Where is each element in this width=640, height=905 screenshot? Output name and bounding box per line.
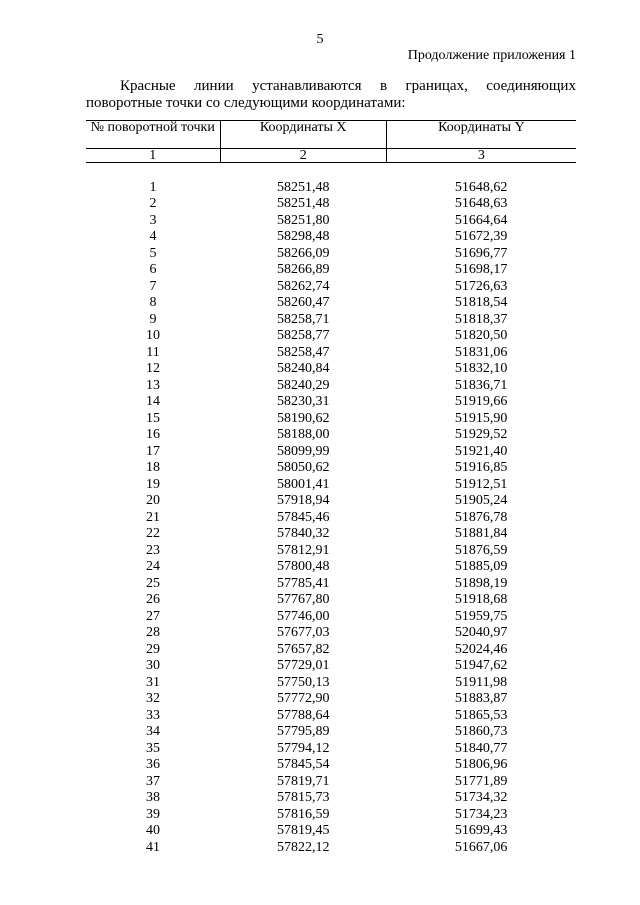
cell-coord-y: 51667,06	[454, 839, 508, 855]
cell-point-number: 25	[146, 575, 161, 591]
intro-line-2: поворотные точки со следующими координатами:	[86, 95, 406, 111]
cell-point-number: 19	[146, 476, 161, 492]
cell-coord-y: 51664,64	[454, 212, 508, 228]
cell-coord-x: 57785,41	[276, 575, 330, 591]
table-row	[86, 807, 576, 824]
cell-point-number: 7	[149, 278, 157, 294]
cell-coord-x: 57800,48	[276, 559, 330, 574]
cell-point-number: 2	[149, 196, 157, 211]
cell-coord-x: 58251,48	[276, 179, 330, 195]
cell-coord-y: 51831,06	[454, 344, 508, 360]
table-row	[86, 543, 576, 560]
cell-coord-y: 51916,85	[454, 460, 508, 475]
table-row	[86, 427, 576, 444]
cell-coord-x: 57657,82	[276, 641, 330, 657]
table-row	[86, 592, 576, 609]
intro-word: границах,	[405, 78, 468, 94]
cell-point-number: 40	[146, 823, 161, 838]
cell-coord-y: 51885,09	[454, 559, 508, 574]
cell-coord-y: 51898,19	[454, 575, 508, 591]
cell-point-number: 35	[146, 740, 161, 756]
cell-coord-x: 58258,47	[276, 344, 330, 360]
cell-coord-y: 51865,53	[454, 707, 508, 723]
cell-coord-y: 51771,89	[454, 773, 508, 789]
cell-coord-y: 51860,73	[454, 724, 508, 739]
cell-coord-x: 58258,71	[276, 311, 330, 327]
intro-word: линии	[194, 78, 234, 94]
table-row	[86, 774, 576, 791]
table-row	[86, 642, 576, 659]
intro-word: Красные	[120, 78, 176, 94]
table-row	[86, 658, 576, 675]
cell-point-number: 10	[146, 328, 161, 343]
table-row	[86, 823, 576, 840]
cell-coord-y: 51836,71	[454, 377, 508, 393]
table-row	[86, 741, 576, 758]
cell-point-number: 39	[146, 806, 161, 822]
cell-coord-x: 57816,59	[276, 806, 330, 822]
table-row	[86, 361, 576, 378]
cell-coord-x: 57918,94	[276, 493, 330, 508]
table-row	[86, 312, 576, 329]
cell-point-number: 26	[146, 592, 161, 607]
cell-point-number: 3	[149, 212, 157, 228]
table-row	[86, 378, 576, 395]
cell-coord-x: 58240,29	[276, 377, 330, 393]
cell-coord-x: 57845,46	[276, 509, 330, 525]
coordinates-table	[86, 120, 576, 856]
column-number: 2	[220, 149, 386, 163]
cell-coord-y: 51648,63	[454, 196, 508, 211]
cell-point-number: 36	[146, 757, 161, 772]
cell-point-number: 15	[146, 410, 161, 426]
cell-coord-y: 51881,84	[454, 526, 508, 541]
cell-coord-y: 51918,68	[454, 592, 508, 607]
cell-coord-x: 57767,80	[276, 592, 330, 607]
cell-point-number: 18	[146, 460, 161, 475]
cell-coord-x: 58240,84	[276, 361, 330, 376]
cell-coord-y: 51959,75	[454, 608, 508, 624]
table-row	[86, 708, 576, 725]
table-row	[86, 196, 576, 213]
cell-coord-x: 57795,89	[276, 724, 330, 739]
cell-coord-y: 51915,90	[454, 410, 508, 426]
cell-coord-y: 51672,39	[454, 229, 508, 244]
cell-coord-y: 51883,87	[454, 691, 508, 706]
cell-coord-y: 52040,97	[454, 625, 508, 640]
header-point-number: № поворотной точки	[86, 121, 220, 149]
table-row	[86, 625, 576, 642]
table-header-row	[86, 121, 576, 149]
cell-coord-x: 58001,41	[276, 476, 330, 492]
cell-point-number: 17	[146, 443, 161, 459]
cell-coord-x: 57840,32	[276, 526, 330, 541]
cell-point-number: 5	[149, 245, 157, 261]
cell-coord-y: 51905,24	[454, 493, 508, 508]
cell-coord-x: 57815,73	[276, 790, 330, 805]
table-row	[86, 790, 576, 807]
cell-coord-x: 58298,48	[276, 229, 330, 244]
cell-coord-y: 52024,46	[454, 641, 508, 657]
cell-coord-x: 57772,90	[276, 691, 330, 706]
cell-point-number: 22	[146, 526, 161, 541]
cell-coord-x: 57812,91	[276, 542, 330, 558]
cell-coord-x: 57729,01	[276, 658, 330, 673]
cell-coord-x: 57822,12	[276, 839, 330, 855]
cell-coord-y: 51699,43	[454, 823, 508, 838]
cell-coord-x: 58251,80	[276, 212, 330, 228]
cell-point-number: 12	[146, 361, 161, 376]
cell-point-number: 1	[149, 179, 157, 195]
intro-word: соединяющих	[486, 78, 576, 94]
table-row	[86, 444, 576, 461]
cell-point-number: 31	[146, 674, 161, 690]
cell-coord-y: 51818,37	[454, 311, 508, 327]
cell-point-number: 29	[146, 641, 161, 657]
table-row	[86, 411, 576, 428]
cell-coord-x: 58188,00	[276, 427, 330, 442]
cell-point-number: 16	[146, 427, 161, 442]
cell-coord-x: 58230,31	[276, 394, 330, 409]
table-row	[86, 279, 576, 296]
cell-point-number: 4	[149, 229, 157, 244]
cell-point-number: 20	[146, 493, 161, 508]
table-row	[86, 840, 576, 857]
table-body	[86, 163, 576, 857]
table-row	[86, 675, 576, 692]
cell-coord-x: 58266,89	[276, 262, 330, 277]
cell-coord-x: 57746,00	[276, 608, 330, 624]
cell-coord-x: 58260,47	[276, 295, 330, 310]
table-row	[86, 576, 576, 593]
table-row	[86, 691, 576, 708]
cell-coord-x: 58258,77	[276, 328, 330, 343]
cell-coord-y: 51648,62	[454, 179, 508, 195]
table-row	[86, 493, 576, 510]
table-row	[86, 213, 576, 230]
table-row	[86, 609, 576, 626]
cell-point-number: 24	[146, 559, 161, 574]
cell-coord-y: 51911,98	[455, 674, 508, 690]
table-row	[86, 180, 576, 197]
table-row	[86, 328, 576, 345]
cell-coord-y: 51820,50	[454, 328, 508, 343]
table-row	[86, 229, 576, 246]
intro-paragraph	[86, 78, 576, 112]
cell-coord-x: 58266,09	[276, 245, 330, 261]
cell-coord-y: 51929,52	[454, 427, 508, 442]
cell-coord-y: 51698,17	[454, 262, 508, 277]
table-row	[86, 295, 576, 312]
cell-coord-y: 51840,77	[454, 740, 508, 756]
cell-point-number: 37	[146, 773, 161, 789]
cell-coord-x: 57819,45	[276, 823, 330, 838]
cell-coord-x: 57677,03	[276, 625, 330, 640]
cell-coord-y: 51919,66	[454, 394, 508, 409]
table-row	[86, 460, 576, 477]
table-row	[86, 724, 576, 741]
table-row	[86, 757, 576, 774]
intro-line-1	[86, 78, 576, 95]
cell-coord-x: 58262,74	[276, 278, 330, 294]
table-row	[86, 345, 576, 362]
cell-coord-x: 58190,62	[276, 410, 330, 426]
table-row	[86, 559, 576, 576]
cell-coord-y: 51734,23	[454, 806, 508, 822]
cell-point-number: 38	[146, 790, 161, 805]
cell-coord-y: 51734,32	[454, 790, 508, 805]
cell-point-number: 27	[146, 608, 161, 624]
cell-coord-y: 51921,40	[454, 443, 508, 459]
cell-coord-y: 51726,63	[454, 278, 508, 294]
intro-word: в	[380, 78, 388, 94]
column-number-row	[86, 149, 576, 163]
cell-point-number: 9	[149, 311, 157, 327]
cell-coord-x: 57788,64	[276, 707, 330, 723]
cell-point-number: 23	[146, 542, 161, 558]
cell-coord-y: 51947,62	[454, 658, 508, 673]
cell-coord-y: 51806,96	[454, 757, 508, 772]
page-number: 5	[316, 32, 324, 47]
column-number: 3	[386, 149, 576, 163]
cell-point-number: 6	[149, 262, 157, 277]
cell-point-number: 8	[149, 295, 157, 310]
intro-word: устанавливаются	[252, 78, 362, 94]
table-row	[86, 262, 576, 279]
cell-point-number: 30	[146, 658, 161, 673]
cell-coord-y: 51876,59	[454, 542, 508, 558]
column-number: 1	[86, 149, 220, 163]
cell-coord-y: 51912,51	[454, 476, 508, 492]
cell-coord-x: 57819,71	[276, 773, 330, 789]
cell-coord-x: 58251,48	[276, 196, 330, 211]
cell-coord-x: 57794,12	[276, 740, 330, 756]
cell-coord-x: 57845,54	[276, 757, 330, 772]
table-row	[86, 246, 576, 263]
cell-coord-y: 51818,54	[454, 295, 508, 310]
cell-point-number: 33	[146, 707, 161, 723]
table-row	[86, 477, 576, 494]
cell-point-number: 14	[146, 394, 161, 409]
cell-coord-y: 51696,77	[454, 245, 508, 261]
cell-coord-x: 58099,99	[276, 443, 330, 459]
cell-coord-y: 51832,10	[454, 361, 508, 376]
cell-point-number: 41	[146, 839, 161, 855]
cell-point-number: 21	[146, 509, 161, 525]
cell-point-number: 11	[146, 344, 160, 360]
header-coord-y: Координаты Y	[386, 121, 576, 149]
header-coord-x: Координаты X	[220, 121, 386, 149]
cell-point-number: 13	[146, 377, 161, 393]
cell-point-number: 32	[146, 691, 161, 706]
table-row	[86, 394, 576, 411]
appendix-note: Продолжение приложения 1	[407, 48, 576, 63]
table-spacer	[86, 163, 576, 180]
cell-coord-x: 58050,62	[276, 460, 330, 475]
cell-coord-x: 57750,13	[276, 674, 330, 690]
table-row	[86, 526, 576, 543]
cell-point-number: 34	[146, 724, 161, 739]
cell-point-number: 28	[146, 625, 161, 640]
cell-coord-y: 51876,78	[454, 509, 508, 525]
table-row	[86, 510, 576, 527]
